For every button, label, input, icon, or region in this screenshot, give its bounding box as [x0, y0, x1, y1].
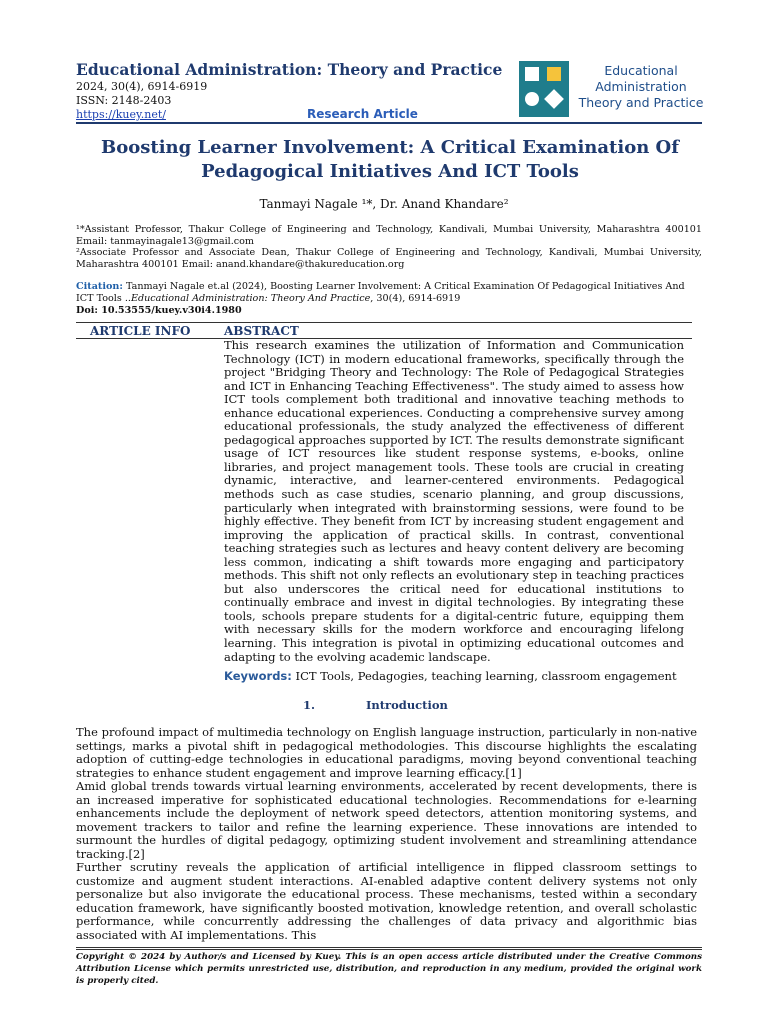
journal-title: Educational Administration: Theory and Practice — [76, 60, 503, 79]
issn-line: ISSN: 2148-2403 — [76, 94, 172, 107]
affiliation-1: ¹*Assistant Professor, Thakur College of Engineering and Technology, Kandivali, Mumbai University, Maharashtra 400101 Email: tanmayinagale13@gmail.com — [76, 224, 702, 247]
doi-line: Doi: 10.53555/kuey.v30i4.1980 — [76, 305, 242, 316]
journal-url-link[interactable]: https://kuey.net/ — [76, 108, 166, 121]
intro-paragraph: Further scrutiny reveals the application of artificial intelligence in flipped classroom settings to customize and augment student interactions. AI-enabled adaptive content delivery systems not only personalize but also invigorate the educational process. These mechanisms, tested within a secondary education framework, have significantly boosted motivation, knowledge retention, and overall scholastic performance, while concurrently addressing the challenges of data privacy and algorithmic bias associated with AI implementations. This — [76, 860, 697, 942]
logo-text-line: Educational — [604, 63, 678, 78]
author-list: Tanmayi Nagale ¹*, Dr. Anand Khandare² — [259, 197, 509, 211]
info-top-rule — [76, 322, 692, 323]
keywords-label: Keywords: — [224, 669, 292, 683]
paper-title-line: Boosting Learner Involvement: A Critical Examination Of — [101, 137, 679, 158]
intro-paragraph: The profound impact of multimedia technology on English language instruction, particularly in non-native settings, marks a pivotal shift in pedagogical methodologies. This discourse highlights the escalating adoption of cutting-edge technologies in educational paradigms, moving beyond conventional teaching strategies to enhance student engagement and improve learning efficacy.[1] — [76, 725, 697, 780]
paper-title-line: Pedagogical Initiatives And ICT Tools — [201, 161, 579, 182]
logo-text — [575, 63, 707, 111]
abstract-heading: ABSTRACT — [224, 324, 299, 338]
citation-journal: Educational Administration: Theory And Practice — [130, 293, 371, 304]
section-number: 1. — [303, 698, 316, 712]
article-info-heading: ARTICLE INFO — [90, 324, 191, 338]
abstract-text: This research examines the utilization of Information and Communication Technology (ICT) in modern educational frameworks, specifically through the project "Bridging Theory and Technology: The Role of Pedagogical Strategies and ICT in Enhancing Teaching Effectiveness". The study aimed to assess how ICT tools complement both traditional and innovative teaching methods to enhance educational experiences. Conducting a comprehensive survey among educational professionals, the study analyzed the effectiveness of different pedagogical approaches supported by ICT. The results demonstrate significant usage of ICT resources like student response systems, e-books, online libraries, and project management tools. These tools are crucial in creating dynamic, interactive, and learner-centered environments. Pedagogical methods such as case studies, scenario planning, and group discussions, particularly when integrated with brainstorming sessions, were found to be highly effective. They benefit from ICT by increasing student engagement and improving the application of practical skills. In contrast, conventional teaching strategies such as lectures and heavy content delivery are becoming less common, indicating a shift towards more engaging and participatory methods. This shift not only reflects an evolutionary step in teaching practices but also underscores the critical need for educational institutions to continually embrace and invest in digital technologies. By integrating these tools, schools prepare students for a digital-centric future, equipping them with necessary skills for the modern workforce and encouraging lifelong learning. This integration is pivotal in optimizing educational outcomes and adapting to the evolving academic landscape. — [224, 338, 684, 664]
journal-logo — [519, 61, 706, 117]
article-type-label: Research Article — [307, 107, 418, 121]
citation-volume: , 30(4), 6914-6919 — [370, 293, 461, 304]
keywords-text: ICT Tools, Pedagogies, teaching learning, classroom engagement — [291, 669, 677, 683]
logo-text-line: Administration — [595, 79, 687, 94]
citation-block — [76, 281, 702, 305]
citation-label: Citation: — [76, 281, 123, 292]
header-divider — [76, 122, 702, 124]
volume-line: 2024, 30(4), 6914-6919 — [76, 80, 208, 93]
logo-text-line: Theory and Practice — [578, 95, 704, 110]
footer-rule — [76, 949, 702, 950]
copyright-footer: Copyright © 2024 by Author/s and Licensed by Kuey. This is an open access article distributed under the Creative Commons Attribution License which permits unrestricted use, distribution, and reproduction in any medium, provided the original work is properly cited. — [76, 952, 702, 986]
citation-text: Tanmayi Nagale et.al (2024), Boosting Learner Involvement: A Critical Examination Of Pedagogical Initiatives And ICT Tools .. — [76, 281, 685, 304]
logo-icon-grid — [519, 61, 569, 117]
paper-title — [60, 136, 720, 184]
intro-paragraph: Amid global trends towards virtual learning environments, accelerated by recent developments, there is an increased imperative for sophisticated educational technologies. Recommendations for e-learning enhancements include the deployment of network speed detectors, attention monitoring systems, and movement trackers to tailor and refine the learning experience. These innovations are intended to surmount the hurdles of digital pedagogy, optimizing student involvement and streamlining attendance tracking.[2] — [76, 779, 697, 861]
keywords-line — [224, 669, 694, 683]
footer-rule — [76, 947, 702, 948]
section-title: Introduction — [366, 698, 448, 712]
affiliation-2: ²Associate Professor and Associate Dean, Thakur College of Engineering and Technology, Kandivali, Mumbai University, Maharashtra 400101 Email: anand.khandare@thakureducation.org — [76, 247, 702, 270]
introduction-body — [76, 726, 697, 942]
